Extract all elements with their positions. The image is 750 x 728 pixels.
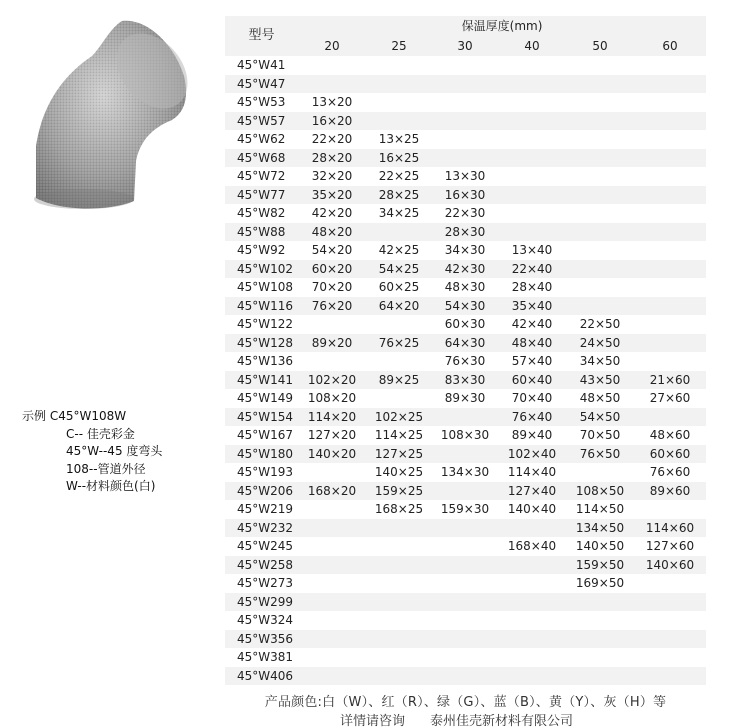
size-cell: 83×30: [432, 371, 498, 390]
size-cell: [634, 297, 706, 316]
table-row: [225, 167, 706, 186]
size-cell: [634, 667, 706, 686]
size-cell: 76×20: [298, 297, 366, 316]
table-row: [225, 278, 706, 297]
size-cell: [498, 149, 566, 168]
size-cell: [566, 630, 634, 649]
example-code: C45°W108W: [49, 409, 127, 423]
size-cell: 70×20: [311, 280, 353, 294]
size-cell: 140×20: [298, 445, 366, 464]
size-cell: [366, 593, 432, 612]
size-cell: 108×50: [566, 482, 634, 501]
size-cell: 159×25: [366, 482, 432, 501]
size-cell: 54×20: [311, 243, 353, 257]
size-cell: 60×25: [378, 280, 420, 294]
size-cell: [634, 241, 706, 260]
size-cell: [366, 75, 432, 94]
example-line: 45°W--45 度弯头: [66, 444, 163, 458]
model-cell: 45°W206: [225, 482, 298, 501]
size-cell: 48×20: [298, 223, 366, 242]
size-cell: 48×40: [498, 334, 566, 353]
size-cell: 28×30: [432, 223, 498, 242]
size-cell: [432, 574, 498, 593]
table-body: [225, 56, 706, 685]
size-cell: 28×25: [366, 186, 432, 205]
size-cell: 34×30: [444, 243, 486, 257]
size-cell: 35×20: [298, 186, 366, 205]
size-cell: 127×60: [645, 539, 695, 553]
table-row: [225, 408, 706, 427]
size-cell: [432, 56, 498, 75]
size-cell: [566, 93, 634, 112]
size-cell: [298, 593, 366, 612]
size-cell: [498, 593, 566, 612]
table-row: [225, 334, 706, 353]
size-cell: 22×20: [311, 132, 353, 146]
size-cell: 76×25: [366, 334, 432, 353]
size-cell: [566, 112, 634, 131]
size-cell: [566, 186, 634, 205]
size-cell: 16×25: [366, 149, 432, 168]
size-cell: [298, 556, 366, 575]
table-row: [225, 630, 706, 649]
size-cell: 64×20: [366, 297, 432, 316]
table-row: [225, 556, 706, 575]
size-cell: 159×50: [566, 556, 634, 575]
size-cell: [566, 667, 634, 686]
table-row: [225, 445, 706, 464]
model-cell: 45°W299: [225, 593, 298, 612]
model-cell: 45°W88: [225, 223, 298, 242]
size-cell: [432, 445, 498, 464]
table-row: [225, 463, 706, 482]
size-cell: 54×25: [366, 260, 432, 279]
size-cell: [298, 56, 366, 75]
size-cell: [566, 149, 634, 168]
size-cell: 13×25: [378, 132, 420, 146]
size-cell: 102×25: [366, 408, 432, 427]
size-cell: [634, 611, 706, 630]
model-cell: 45°W122: [237, 317, 294, 331]
table-row: [225, 93, 706, 112]
size-cell: 42×40: [511, 317, 553, 331]
table-row: [225, 130, 706, 149]
size-cell: [366, 667, 432, 686]
model-cell: 45°W82: [237, 206, 286, 220]
size-cell: [432, 648, 498, 667]
table-row: [225, 537, 706, 556]
model-cell: 45°W167: [237, 428, 294, 442]
size-cell: 22×40: [498, 260, 566, 279]
size-cell: [366, 223, 432, 242]
table-row: [225, 593, 706, 612]
size-cell: 168×40: [507, 539, 557, 553]
size-cell: [566, 463, 634, 482]
size-cell: [566, 241, 634, 260]
size-cell: 27×60: [649, 391, 691, 405]
size-cell: [566, 167, 634, 186]
size-cell: [566, 204, 634, 223]
model-cell: 45°W245: [237, 539, 294, 553]
size-cell: [498, 648, 566, 667]
size-cell: 13×30: [444, 169, 486, 183]
size-cell: [566, 75, 634, 94]
size-cell: 32×20: [311, 169, 353, 183]
size-cell: 57×40: [511, 354, 553, 368]
size-cell: [366, 56, 432, 75]
model-cell: 45°W108: [237, 280, 294, 294]
model-cell: 45°W57: [225, 112, 298, 131]
company-name: 泰州佳売新材料有限公司: [430, 714, 574, 728]
size-cell: [498, 574, 566, 593]
table-row: [225, 667, 706, 686]
size-cell: [432, 75, 498, 94]
size-cell: [432, 149, 498, 168]
model-cell: 45°W232: [225, 519, 298, 538]
size-cell: [634, 408, 706, 427]
size-cell: [634, 56, 706, 75]
size-cell: 102×20: [298, 371, 366, 390]
size-cell: 140×60: [634, 556, 706, 575]
size-cell: [634, 500, 706, 519]
size-cell: [566, 56, 634, 75]
size-cell: [634, 186, 706, 205]
table-row: [225, 389, 706, 408]
size-cell: 34×50: [579, 354, 621, 368]
thickness-column-header: 25: [366, 36, 432, 56]
size-cell: [366, 519, 432, 538]
size-cell: 16×30: [432, 186, 498, 205]
model-cell: 45°W180: [225, 445, 298, 464]
size-cell: 114×60: [634, 519, 706, 538]
size-cell: [298, 611, 366, 630]
table-row: [225, 500, 706, 519]
size-cell: 140×40: [507, 502, 557, 516]
size-cell: 127×20: [307, 428, 357, 442]
size-cell: [498, 93, 566, 112]
example-line: C-- 佳壳彩金: [66, 426, 135, 441]
model-cell: 45°W47: [225, 75, 298, 94]
product-colors-note: 产品颜色:白（W）、红（R）、绿（G）、蓝（B）、黄（Y）、灰（H）等: [264, 695, 667, 710]
size-cell: 114×25: [374, 428, 424, 442]
size-cell: [634, 223, 706, 242]
size-cell: 108×30: [440, 428, 490, 442]
model-cell: 45°W149: [237, 391, 294, 405]
table-row: [225, 315, 706, 334]
thickness-column-header: 50: [566, 36, 634, 56]
table-row: [225, 426, 706, 445]
model-cell: 45°W92: [237, 243, 286, 257]
size-cell: [432, 93, 498, 112]
model-cell: 45°W273: [237, 576, 294, 590]
size-cell: 42×20: [311, 206, 353, 220]
table-row: [225, 574, 706, 593]
size-cell: 48×50: [579, 391, 621, 405]
size-cell: [366, 556, 432, 575]
size-cell: [566, 130, 634, 149]
size-cell: [566, 278, 634, 297]
size-cell: [566, 260, 634, 279]
size-cell: [366, 648, 432, 667]
size-cell: [634, 593, 706, 612]
size-cell: [366, 630, 432, 649]
size-cell: 34×25: [378, 206, 420, 220]
size-cell: [498, 630, 566, 649]
size-cell: [498, 186, 566, 205]
model-cell: 45°W406: [225, 667, 298, 686]
size-cell: [498, 611, 566, 630]
size-cell: 159×30: [440, 502, 490, 516]
table-row: [225, 260, 706, 279]
size-cell: [634, 574, 706, 593]
size-cell: [432, 593, 498, 612]
example-notes: [22, 408, 232, 496]
size-cell: [298, 315, 366, 334]
size-cell: [432, 537, 498, 556]
size-cell: [566, 648, 634, 667]
model-cell: 45°W72: [237, 169, 286, 183]
size-cell: [566, 297, 634, 316]
model-cell: 45°W77: [225, 186, 298, 205]
size-cell: [498, 667, 566, 686]
size-cell: [298, 574, 366, 593]
size-cell: [634, 93, 706, 112]
size-cell: [432, 630, 498, 649]
model-cell: 45°W219: [237, 502, 294, 516]
size-cell: 76×30: [444, 354, 486, 368]
size-cell: [634, 648, 706, 667]
size-cell: 13×40: [511, 243, 553, 257]
table-row: [225, 112, 706, 131]
thickness-column-header: 20: [298, 36, 366, 56]
size-cell: [498, 204, 566, 223]
model-cell: 45°W102: [225, 260, 298, 279]
size-cell: 70×50: [579, 428, 621, 442]
size-cell: 134×30: [440, 465, 490, 479]
table-row: [225, 149, 706, 168]
size-cell: [634, 315, 706, 334]
size-cell: [298, 537, 366, 556]
table-row: [225, 223, 706, 242]
table-row: [225, 482, 706, 501]
size-cell: [298, 630, 366, 649]
size-cell: 42×25: [378, 243, 420, 257]
size-cell: [432, 611, 498, 630]
size-cell: [634, 204, 706, 223]
size-cell: [298, 500, 366, 519]
size-cell: 102×40: [498, 445, 566, 464]
model-cell: 45°W128: [225, 334, 298, 353]
model-column-header: 型号: [225, 16, 298, 56]
model-cell: 45°W116: [225, 297, 298, 316]
size-cell: [432, 130, 498, 149]
size-cell: 54×50: [566, 408, 634, 427]
model-cell: 45°W258: [225, 556, 298, 575]
size-cell: 22×30: [444, 206, 486, 220]
size-cell: 114×20: [298, 408, 366, 427]
size-cell: 22×50: [579, 317, 621, 331]
size-cell: [566, 593, 634, 612]
size-cell: 134×50: [566, 519, 634, 538]
model-cell: 45°W41: [237, 58, 286, 72]
size-cell: 60×60: [634, 445, 706, 464]
size-cell: 108×20: [307, 391, 357, 405]
size-cell: 76×50: [566, 445, 634, 464]
model-cell: 45°W53: [237, 95, 286, 109]
table-row: [225, 611, 706, 630]
size-cell: [566, 223, 634, 242]
size-cell: 28×20: [298, 149, 366, 168]
size-cell: [566, 611, 634, 630]
table-row: [225, 56, 706, 75]
size-cell: [634, 167, 706, 186]
size-cell: 168×20: [298, 482, 366, 501]
size-cell: 64×30: [432, 334, 498, 353]
size-cell: 168×25: [374, 502, 424, 516]
model-cell: 45°W193: [237, 465, 294, 479]
table-row: [225, 297, 706, 316]
size-cell: [298, 667, 366, 686]
size-cell: 70×40: [511, 391, 553, 405]
table-row: [225, 519, 706, 538]
size-cell: 127×25: [366, 445, 432, 464]
model-cell: 45°W356: [225, 630, 298, 649]
size-cell: [432, 556, 498, 575]
size-cell: 89×25: [366, 371, 432, 390]
model-cell: 45°W324: [237, 613, 294, 627]
thickness-columns-row: [225, 36, 706, 56]
example-label: 示例: [22, 409, 47, 423]
size-cell: [432, 482, 498, 501]
size-cell: 42×30: [432, 260, 498, 279]
size-cell: 16×20: [298, 112, 366, 131]
size-cell: [432, 519, 498, 538]
size-cell: [366, 574, 432, 593]
size-cell: [498, 75, 566, 94]
table-row: [225, 241, 706, 260]
table-row: [225, 371, 706, 390]
model-cell: 45°W154: [225, 408, 298, 427]
size-cell: [498, 130, 566, 149]
size-cell: 127×40: [498, 482, 566, 501]
example-line: W--材料颜色(白): [66, 479, 156, 493]
size-cell: [498, 112, 566, 131]
model-cell: 45°W141: [225, 371, 298, 390]
thickness-column-header: 30: [432, 36, 498, 56]
size-cell: 169×50: [575, 576, 625, 590]
size-cell: [634, 278, 706, 297]
thickness-column-header: 40: [498, 36, 566, 56]
size-cell: 89×40: [511, 428, 553, 442]
size-cell: 48×60: [649, 428, 691, 442]
size-cell: 89×30: [444, 391, 486, 405]
size-cell: [298, 352, 366, 371]
size-cell: [498, 519, 566, 538]
size-cell: 28×40: [511, 280, 553, 294]
size-cell: [634, 149, 706, 168]
model-cell: 45°W62: [237, 132, 286, 146]
size-cell: 114×40: [507, 465, 557, 479]
size-cell: [634, 112, 706, 131]
size-cell: [634, 630, 706, 649]
size-cell: 140×50: [575, 539, 625, 553]
size-cell: [432, 667, 498, 686]
size-cell: 76×60: [649, 465, 691, 479]
size-cell: 140×25: [374, 465, 424, 479]
size-cell: [366, 93, 432, 112]
size-cell: 43×50: [566, 371, 634, 390]
size-cell: [298, 519, 366, 538]
size-cell: 35×40: [498, 297, 566, 316]
size-cell: 54×30: [432, 297, 498, 316]
size-cell: [366, 352, 432, 371]
thickness-column-header: 60: [634, 36, 706, 56]
size-cell: [366, 112, 432, 131]
size-cell: [634, 352, 706, 371]
size-cell: [366, 389, 432, 408]
size-cell: 48×30: [444, 280, 486, 294]
size-cell: [366, 537, 432, 556]
size-cell: 89×60: [634, 482, 706, 501]
size-cell: [634, 260, 706, 279]
size-cell: [634, 130, 706, 149]
size-cell: [366, 611, 432, 630]
size-cell: [366, 315, 432, 334]
size-cell: 21×60: [634, 371, 706, 390]
size-cell: [298, 75, 366, 94]
table-row: [225, 352, 706, 371]
thickness-header: 保温厚度(mm): [298, 16, 706, 36]
size-cell: 60×30: [444, 317, 486, 331]
model-cell: 45°W68: [225, 149, 298, 168]
contact-label: 详情请咨询: [340, 714, 406, 728]
table-header: [225, 16, 706, 56]
example-line: 108--管道外径: [66, 461, 146, 476]
size-cell: [498, 167, 566, 186]
size-cell: 24×50: [566, 334, 634, 353]
size-cell: [634, 334, 706, 353]
size-cell: [298, 648, 366, 667]
size-cell: [634, 75, 706, 94]
size-cell: [498, 223, 566, 242]
table-row: [225, 648, 706, 667]
model-cell: 45°W136: [237, 354, 294, 368]
table-row: [225, 75, 706, 94]
size-cell: 13×20: [311, 95, 353, 109]
size-cell: 114×50: [575, 502, 625, 516]
size-cell: 60×20: [298, 260, 366, 279]
45-degree-elbow-image: [22, 16, 192, 211]
spec-table: [225, 16, 706, 685]
size-cell: [298, 463, 366, 482]
size-cell: [498, 556, 566, 575]
table-row: [225, 204, 706, 223]
contact-note: [225, 708, 706, 728]
model-cell: 45°W381: [237, 650, 294, 664]
table-row: [225, 186, 706, 205]
size-cell: 76×40: [498, 408, 566, 427]
size-cell: 89×20: [298, 334, 366, 353]
size-cell: [432, 408, 498, 427]
size-cell: [432, 112, 498, 131]
example-title-line: [22, 408, 232, 426]
size-cell: 22×25: [378, 169, 420, 183]
size-cell: 60×40: [498, 371, 566, 390]
size-cell: [498, 56, 566, 75]
